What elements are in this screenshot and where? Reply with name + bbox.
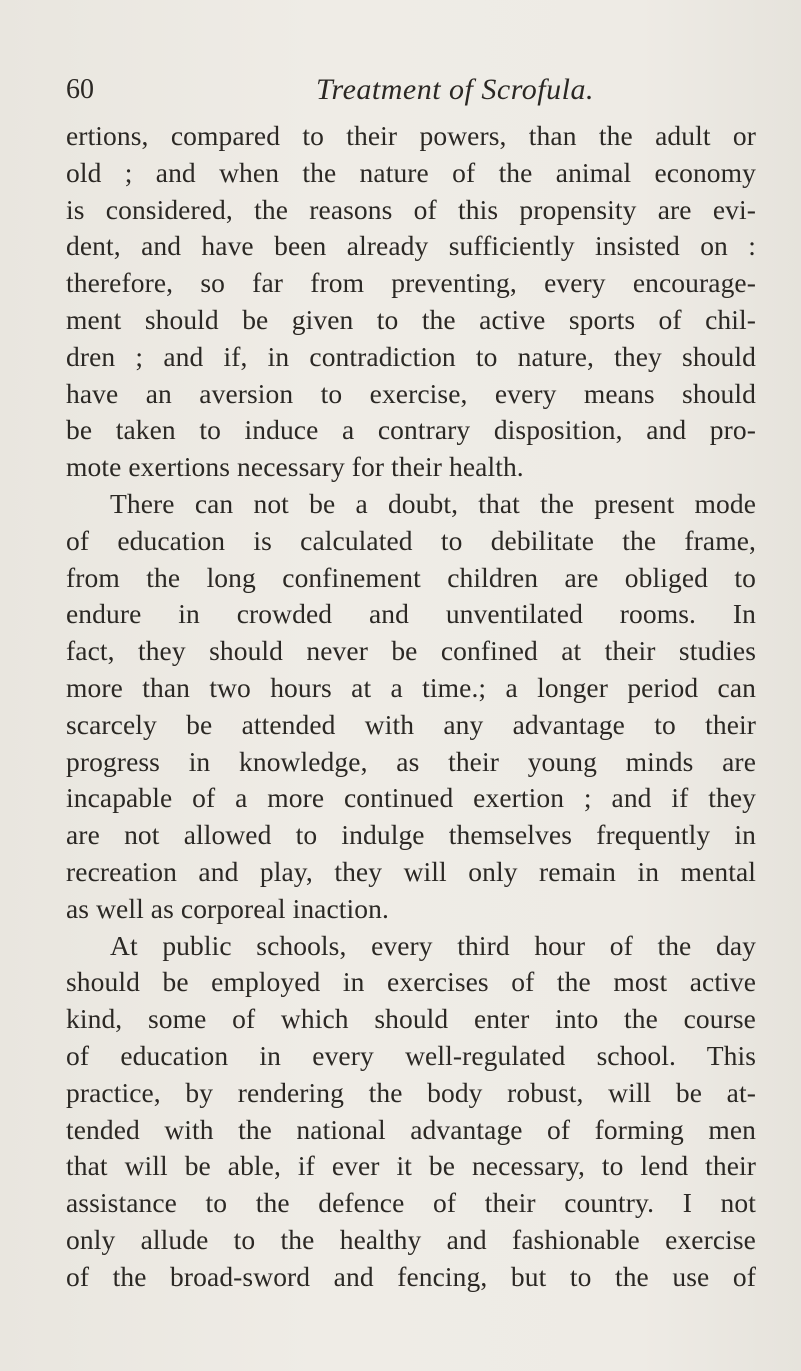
text-line: are not allowed to indulge themselves frequently in: [66, 819, 756, 851]
text-line: recreation and play, they will only remain in mental: [66, 855, 756, 887]
text-line: have an aversion to exercise, every means should: [66, 377, 756, 409]
text-line: mote exertions necessary for their health.: [66, 451, 524, 483]
text-line: of education in every well-regulated school. This: [66, 1039, 756, 1071]
text-line: dren ; and if, in contradiction to nature, they should: [66, 340, 756, 372]
text-line: At public schools, every third hour of the day: [110, 929, 756, 961]
text-line: fact, they should never be confined at their studies: [66, 635, 756, 667]
page-header: [66, 70, 756, 116]
text-line: endure in crowded and unventilated rooms. In: [66, 598, 756, 630]
text-line: ertions, compared to their powers, than the adult or: [66, 120, 756, 151]
text-line: incapable of a more continued exertion ; and if they: [66, 782, 756, 814]
text-line: therefore, so far from preventing, every encourage-: [66, 267, 756, 299]
text-line: There can not be a doubt, that the present mode: [110, 487, 756, 519]
body-text: [66, 118, 756, 1296]
text-line: dent, and have been already sufficiently insisted on :: [66, 230, 756, 262]
text-line: progress in knowledge, as their young minds are: [66, 745, 756, 777]
text-line: practice, by rendering the body robust, will be at-: [66, 1076, 756, 1108]
text-line: should be employed in exercises of the most active: [66, 966, 756, 998]
page-number: 60: [66, 74, 94, 105]
text-line: be taken to induce a contrary disposition, and pro-: [66, 414, 756, 446]
text-line: more than two hours at a time.; a longer period can: [66, 671, 756, 703]
text-line: ment should be given to the active sports of chil-: [66, 303, 756, 335]
text-line: that will be able, if ever it be necessary, to lend their: [66, 1150, 756, 1182]
text-line: as well as corporeal inaction.: [66, 892, 389, 924]
running-title: Treatment of Scrofula.: [316, 73, 594, 106]
text-line: old ; and when the nature of the animal economy: [66, 156, 756, 188]
text-line: from the long confinement children are obliged to: [66, 561, 756, 593]
text-line: of the broad-sword and fencing, but to the use of: [66, 1260, 756, 1292]
text-line: kind, some of which should enter into the course: [66, 1003, 756, 1035]
text-line: is considered, the reasons of this propensity are evi-: [66, 193, 756, 225]
text-line: tended with the national advantage of forming men: [66, 1113, 756, 1145]
text-line: scarcely be attended with any advantage to their: [66, 708, 756, 740]
text-line: of education is calculated to debilitate the frame,: [66, 524, 756, 556]
text-line: only allude to the healthy and fashionable exercise: [66, 1223, 756, 1255]
text-line: assistance to the defence of their country. I not: [66, 1187, 756, 1219]
